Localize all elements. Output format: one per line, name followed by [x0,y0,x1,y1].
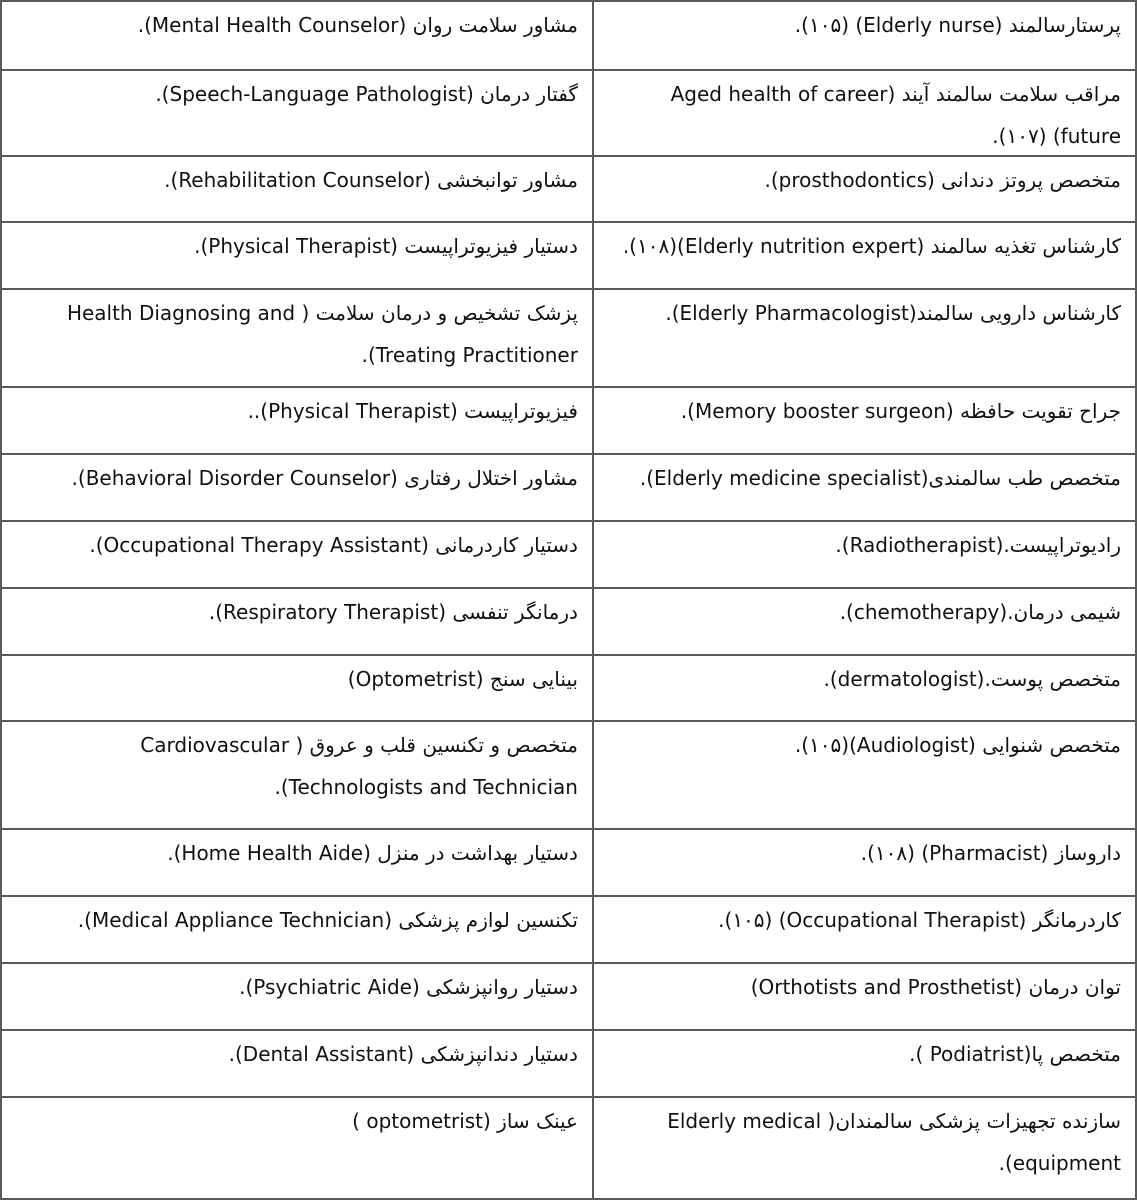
table-cell-left: دستیار دندانپزشکی (Dental Assistant). [2,1031,594,1096]
table-row [2,895,1135,962]
table-cell-left: دستیار بهداشت در منزل (Home Health Aide). [2,830,594,895]
table-cell-right: داروساز (Pharmacist) (۱۰۸). [860,841,1121,865]
table-cell-right: جراح تقویت حافظه (Memory booster surgeon). [680,399,1121,423]
table-cell-right: سازنده تجهیزات پزشکی سالمندان( Elderly medical equipment). [667,1109,1121,1175]
table-cell-right: کارشناس دارویی سالمند(Elderly Pharmacologist). [665,301,1121,325]
table-cell-left: مشاور سلامت روان (Mental Health Counselor). [2,2,594,69]
table-cell-left: مشاور توانبخشی (Rehabilitation Counselor). [2,157,594,221]
table-cell-left: تکنسین لوازم پزشکی (Medical Appliance Technician). [2,897,594,962]
table-row [2,720,1135,828]
table-cell-right: متخصص شنوایی (Audiologist)(۱۰۵). [794,733,1121,757]
table-cell-left: پزشک تشخیص و درمان سلامت ( Health Diagnosing and Treating Practitioner). [2,290,594,386]
table-row [2,69,1135,155]
table-cell-right: شیمی درمان.(chemotherapy). [839,600,1121,624]
table-row [2,386,1135,453]
table-cell-right: پرستارسالمند (Elderly nurse) (۱۰۵). [794,13,1121,37]
table-cell-left: درمانگر تنفسی (Respiratory Therapist). [2,589,594,654]
table-row [2,155,1135,221]
table-cell-right: کاردرمانگر (Occupational Therapist) (۱۰۵). [718,908,1121,932]
table-row [2,1096,1135,1198]
table-cell-right: متخصص طب سالمندی(Elderly medicine specialist). [639,466,1121,490]
table-row [2,962,1135,1029]
table-cell-right: متخصص پوست.(dermatologist). [823,667,1121,691]
table-cell-left: عینک ساز (optometrist ) [2,1098,594,1198]
table-cell-left: دستیار کاردرمانی (Occupational Therapy Assistant). [2,522,594,587]
table-row [2,828,1135,895]
table-cell-right: مراقب سلامت سالمند آیند (Aged health of career future) (۱۰۷). [670,82,1121,148]
table-cell-right: توان درمان (Orthotists and Prosthetist) [750,975,1121,999]
table-row [2,221,1135,288]
table-row [2,654,1135,720]
table-row [2,453,1135,520]
table-cell-left: گفتار درمان (Speech-Language Pathologist). [2,71,594,155]
table-row [2,1029,1135,1096]
table-cell-left: مشاور اختلال رفتاری (Behavioral Disorder Counselor). [2,455,594,520]
table-row [2,587,1135,654]
table-cell-right: متخصص پروتز دندانی (prosthodontics). [764,168,1121,192]
table-cell-right: متخصص پا(Podiatrist ). [909,1042,1121,1066]
table-row [2,520,1135,587]
table-row [2,288,1135,386]
table-cell-right: کارشناس تغذیه سالمند (Elderly nutrition expert)(۱۰۸). [622,234,1121,258]
table-cell-left: دستیار روانپزشکی (Psychiatric Aide). [2,964,594,1029]
table-cell-right: رادیوتراپیست.(Radiotherapist). [835,533,1121,557]
table-row [2,2,1135,69]
table-cell-left: متخصص و تکنسین قلب و عروق ( Cardiovascular Technologists and Technician). [2,722,594,828]
table-cell-left: بینایی سنج (Optometrist) [2,656,594,720]
table-cell-left: فیزیوتراپیست (Physical Therapist).. [2,388,594,453]
table-cell-left: دستیار فیزیوتراپیست (Physical Therapist). [2,223,594,288]
